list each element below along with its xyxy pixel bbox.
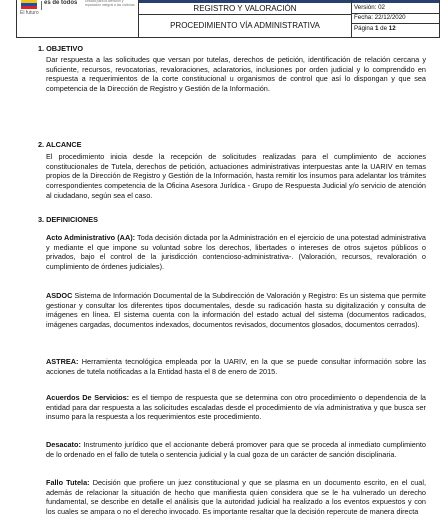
logo-main-text: es de todos xyxy=(44,0,78,6)
definition-item xyxy=(46,357,426,376)
header-title-cell xyxy=(139,0,352,37)
definition-term: ASDOC xyxy=(46,291,73,300)
procedure-title: PROCEDIMIENTO VÍA ADMINISTRATIVA xyxy=(170,21,320,30)
header-meta-cell xyxy=(352,0,439,37)
definition-term-sub: Sistema de Información Documental de la Subdirección de Valoración y Registro: xyxy=(72,291,338,300)
definition-item xyxy=(46,440,426,459)
version-label: Versión: 02 xyxy=(354,4,385,11)
page-middle: de xyxy=(378,25,389,32)
definition-term: Desacato: xyxy=(46,440,81,449)
date-label: Fecha: 22/12/2020 xyxy=(354,14,406,21)
definition-text: Toda decisión dictada por la Administración en el ejercicio de una potestad administrativa y mediante el que impone su voluntad sobre los derechos, libertades o intereses de otros sujetos públicos o privados, bajo el control de la jurisdicción contencioso-administrativa-. (Valoración, recursos, revaloración o cumplimiento de órdenes judiciales). xyxy=(46,233,426,272)
definition-text: Instrumento jurídico que el accionante deberá promover para que se proceda al inmediato cumplimiento de lo ordenado en el fallo de tutela o sentencia judicial y la cual goza de un carácter de sanción disciplinaria. xyxy=(46,440,426,459)
definition-item xyxy=(46,291,426,330)
definition-text: Es un sistema que permite gestionar y consultar los diferentes tipos documentales, desde su radicación hasta su digitalización y consulta de imágenes en línea. El sistema cuenta con la información del estado actual del sistema (documentos radicados, imágenes cargadas, documentos indexados, documentos revisados, documentos glosados, documentos cerrados). xyxy=(46,291,426,330)
definition-term: ASTREA: xyxy=(46,357,79,366)
logo-divider xyxy=(41,1,42,10)
section-title: REGISTRO Y VALORACIÓN xyxy=(139,3,351,15)
heading-objetivo: 1. OBJETIVO xyxy=(38,44,84,53)
definition-item xyxy=(46,393,426,422)
document-header xyxy=(16,0,440,38)
alcance-text: El procedimiento inicia desde la recepción de solicitudes realizadas para el cumplimiento de acciones constitucionales de Tutela, derechos de petición, actuaciones administrativas interpuestas ante la UARIV en temas propios de la Dirección de Registro y Gestión de la Información, hasta remitir los insumos para adelantar los trámites correspondientes competencia de la Oficina Asesora Jurídica - Grupo de Respuesta Judicial y/o servicio de atención al ciudadano, según sea el caso. xyxy=(46,152,426,200)
definition-term: Fallo Tutela: xyxy=(46,478,90,487)
header-accent-bar-right xyxy=(352,0,439,3)
page-label xyxy=(354,25,396,33)
definition-item xyxy=(46,478,426,517)
definition-text: es el tiempo de respuesta que se determina con otro procedimiento o dependencia de la entidad para dar respuesta a las solicitudes escaladas desde el procedimiento de vía administrativa y que busca ser insumo para la respuesta a los requerimientos este procedimiento. xyxy=(46,393,426,422)
objetivo-text: Dar respuesta a las solicitudes que versan por tutelas, derechos de petición, identificación de relación cercana y suficiente, recursos, revocatorias, revaloraciones, aclaratorios, inclusiones por orden judicial y lo comprendido en respuesta a requerimientos de la corte constitucional u organismos de control que así lo dispongan y que sea competencia de la Dirección de Registro y Gestión de la Información. xyxy=(46,55,426,94)
logo-small-text: El futuro xyxy=(20,10,39,16)
page-current: 1 xyxy=(375,25,379,32)
definition-text: Herramienta tecnológica empleada por la UARIV, en la que se puede consultar información sobre las acciones de tutela notificadas a la Entidad hasta el 8 de enero de 2015. xyxy=(46,357,426,376)
entity-logo xyxy=(17,0,139,37)
meta-divider xyxy=(352,23,439,24)
heading-definiciones: 3. DEFINICIONES xyxy=(38,215,99,224)
definition-text: Decisión que profiere un juez constitucional y que se plasma en un documento escrito, en el cual, además de relacionar la situación de hecho que manifiesta quien considera que se le ha vulnerado un derecho fundamental, se describe en detalle el análisis que la autoridad judicial ha realizado a los eventos expuestos y con los cuales se ampara o no el derecho invocado. Es importante resaltar que la decisión repercute de manera directa xyxy=(46,478,426,517)
page-prefix: Página xyxy=(354,25,375,32)
definition-term: Acto Administrativo (AA): xyxy=(46,233,136,242)
definition-item xyxy=(46,233,426,272)
definition-term: Acuerdos De Servicios: xyxy=(46,393,130,402)
flag-icon xyxy=(21,0,37,9)
heading-alcance: 2. ALCANCE xyxy=(38,140,82,149)
page-total: 12 xyxy=(388,25,396,32)
logo-entity-text: Unidad para la atención y reparación integral a las víctimas xyxy=(85,0,135,7)
